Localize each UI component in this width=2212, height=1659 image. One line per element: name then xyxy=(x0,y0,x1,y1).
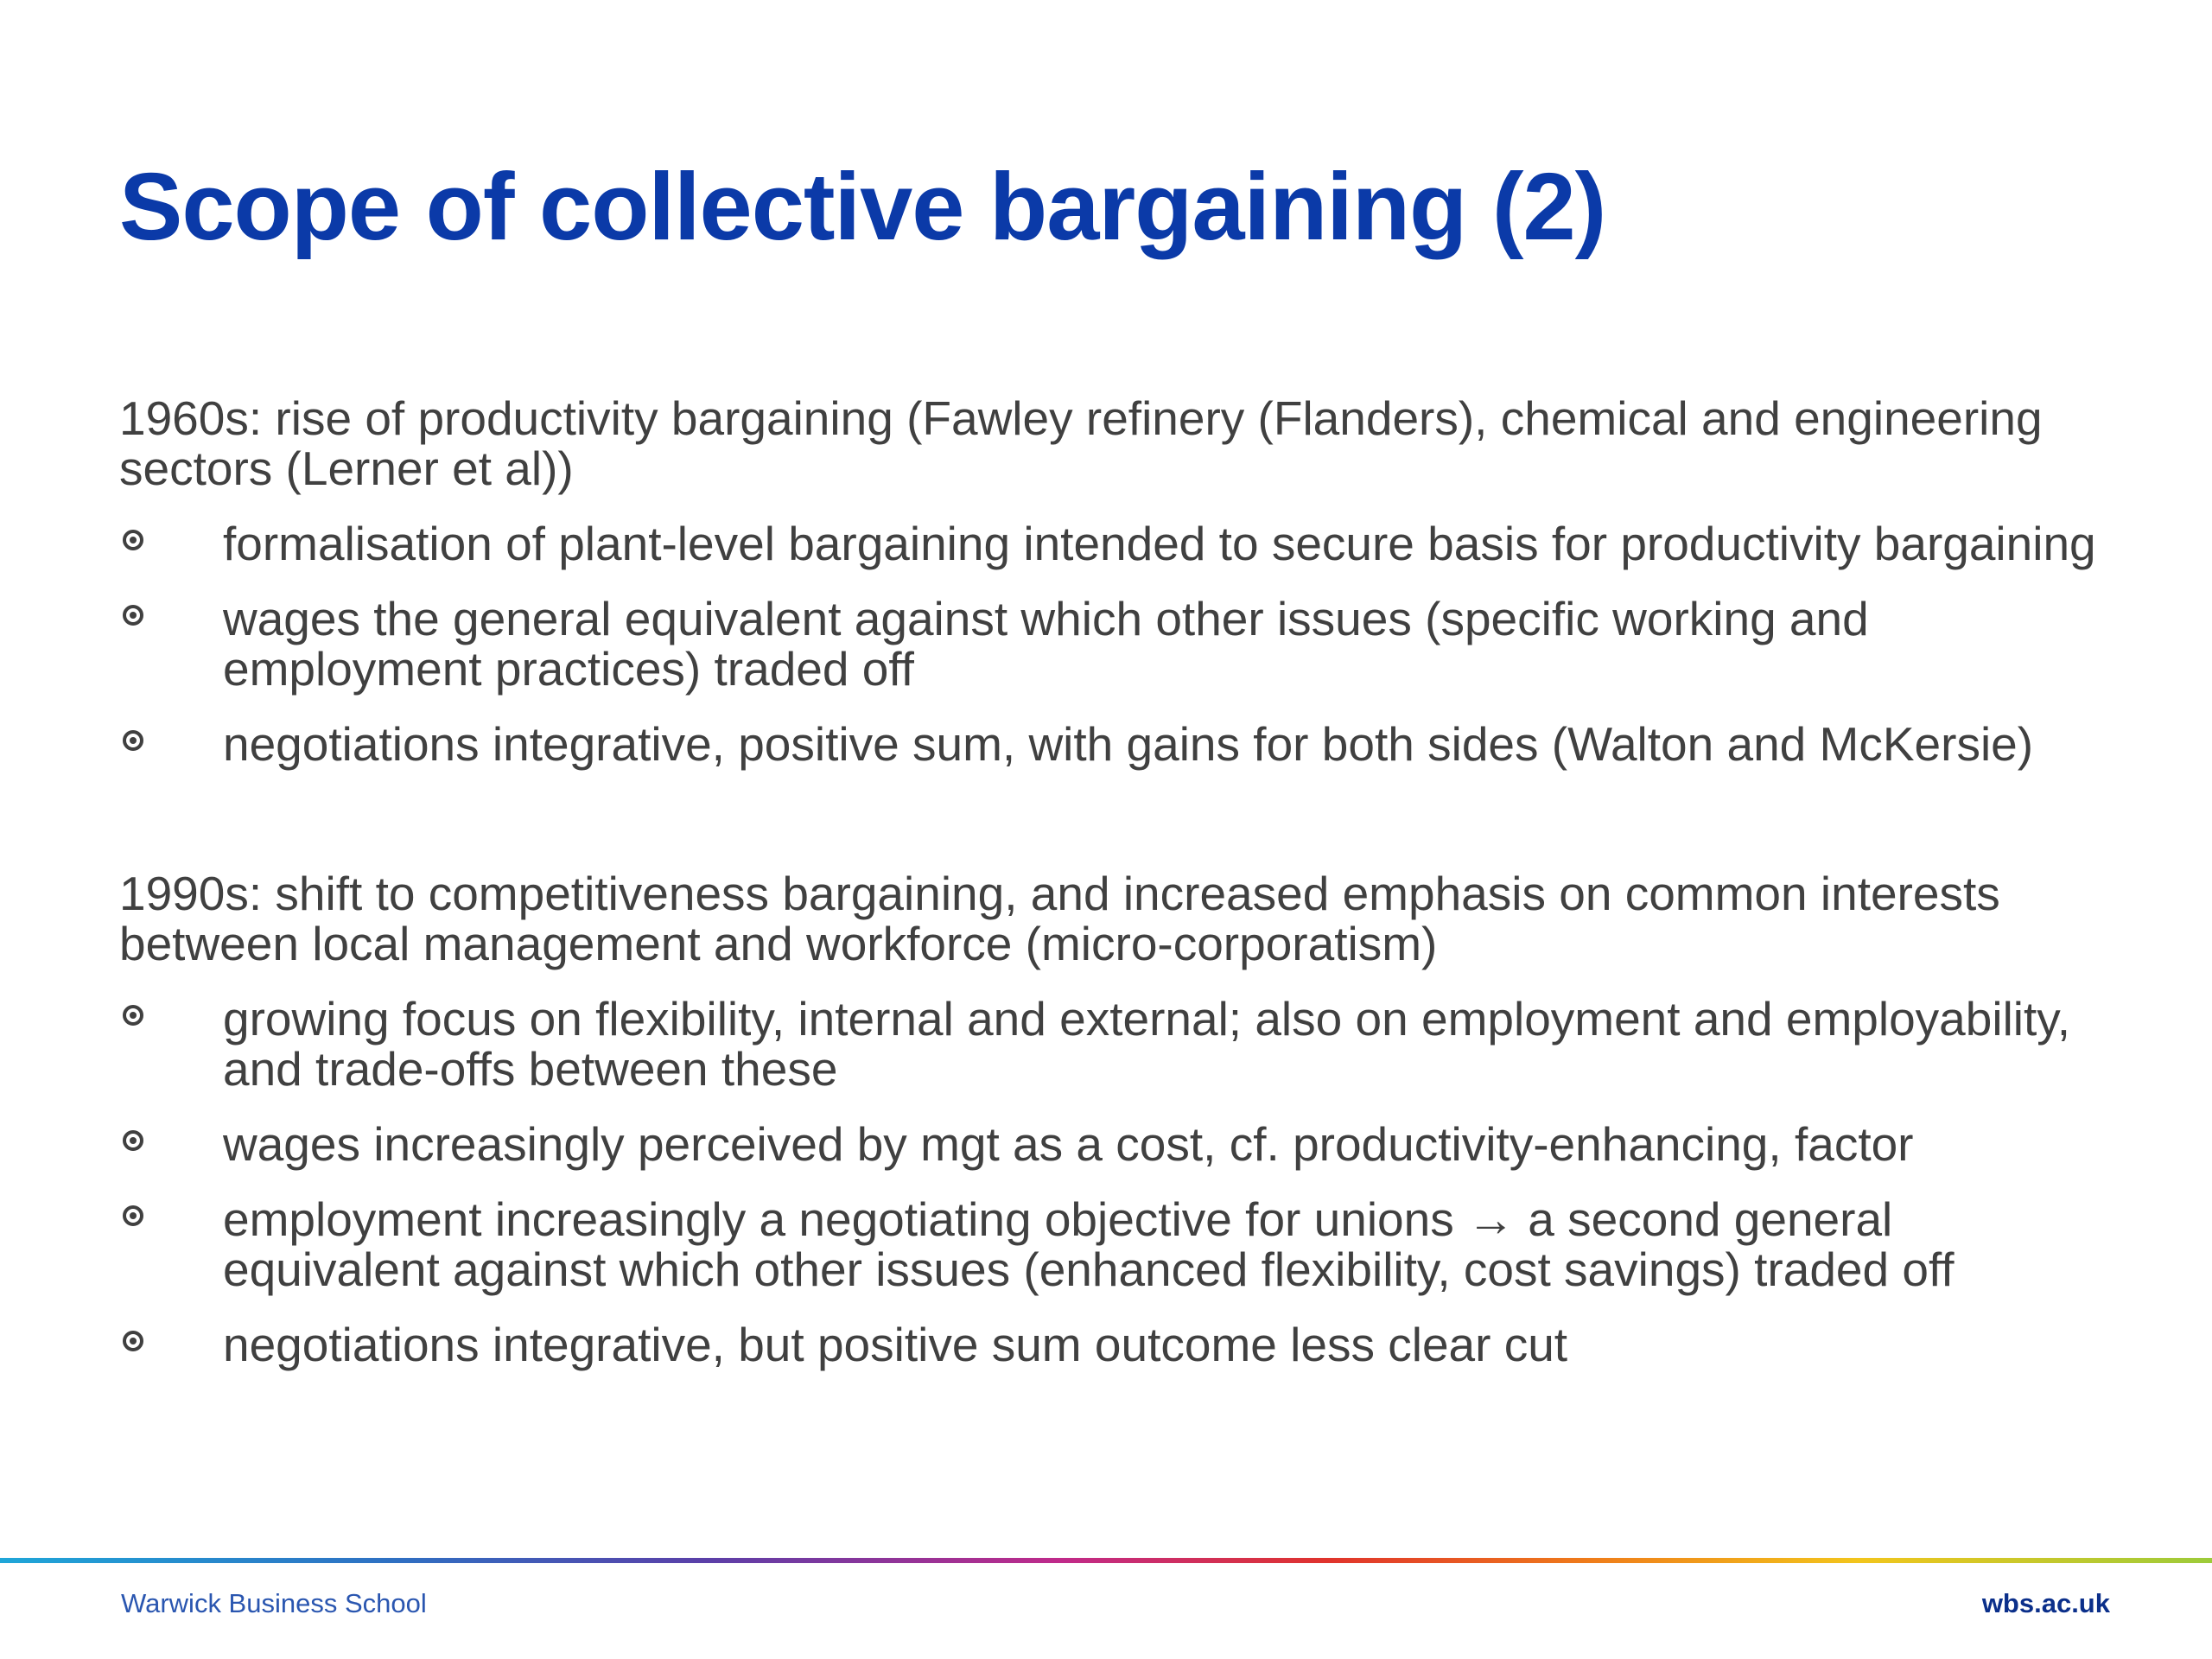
circled-dot-bullet-icon xyxy=(123,1331,143,1351)
footer-organization-name: Warwick Business School xyxy=(121,1588,427,1618)
circled-dot-bullet-icon xyxy=(123,1205,143,1226)
list-item xyxy=(119,1119,2107,1169)
footer-gradient-divider xyxy=(0,1558,2212,1563)
bullet-text: negotiations integrative, positive sum, with gains for both sides (Walton and McKersie) xyxy=(223,717,2034,771)
circled-dot-bullet-icon xyxy=(123,605,143,626)
slide-body xyxy=(119,393,2107,1370)
bullet-text: negotiations integrative, but positive sum outcome less clear cut xyxy=(223,1318,1568,1371)
slide-title: Scope of collective bargaining (2) xyxy=(119,154,1606,260)
section-1990s-intro: 1990s: shift to competitiveness bargaining, and increased emphasis on common interests between local management and workforce (micro-corporatism) xyxy=(119,867,2000,970)
bullet-text: formalisation of plant-level bargaining intended to secure basis for productivity bargaining xyxy=(223,517,2096,570)
circled-dot-bullet-icon xyxy=(123,530,143,550)
list-item xyxy=(119,1319,2107,1370)
circled-dot-bullet-icon xyxy=(123,1005,143,1026)
section-1960s-intro: 1960s: rise of productivity bargaining (Fawley refinery (Flanders), chemical and engineering sectors (Lerner et al)) xyxy=(119,391,2043,495)
list-item xyxy=(119,518,2107,569)
circled-dot-bullet-icon xyxy=(123,730,143,751)
circled-dot-bullet-icon xyxy=(123,1130,143,1151)
list-item xyxy=(119,1194,2107,1294)
list-item xyxy=(119,994,2107,1094)
section-1990s-bullets xyxy=(119,994,2107,1370)
section-1960s-bullets xyxy=(119,518,2107,769)
bullet-text: wages increasingly perceived by mgt as a cost, cf. productivity-enhancing, factor xyxy=(223,1117,1914,1171)
bullet-text: employment increasingly a negotiating objective for unions → a second general equivalent against which other issues (enhanced flexibility, cost savings) traded off xyxy=(223,1192,1955,1296)
footer-website: wbs.ac.uk xyxy=(1981,1588,2110,1618)
list-item xyxy=(119,719,2107,769)
list-item xyxy=(119,594,2107,694)
bullet-text: wages the general equivalent against which other issues (specific working and employment practices) traded off xyxy=(223,592,1869,696)
bullet-text: growing focus on flexibility, internal and external; also on employment and employability, and trade-offs between these xyxy=(223,992,2070,1096)
